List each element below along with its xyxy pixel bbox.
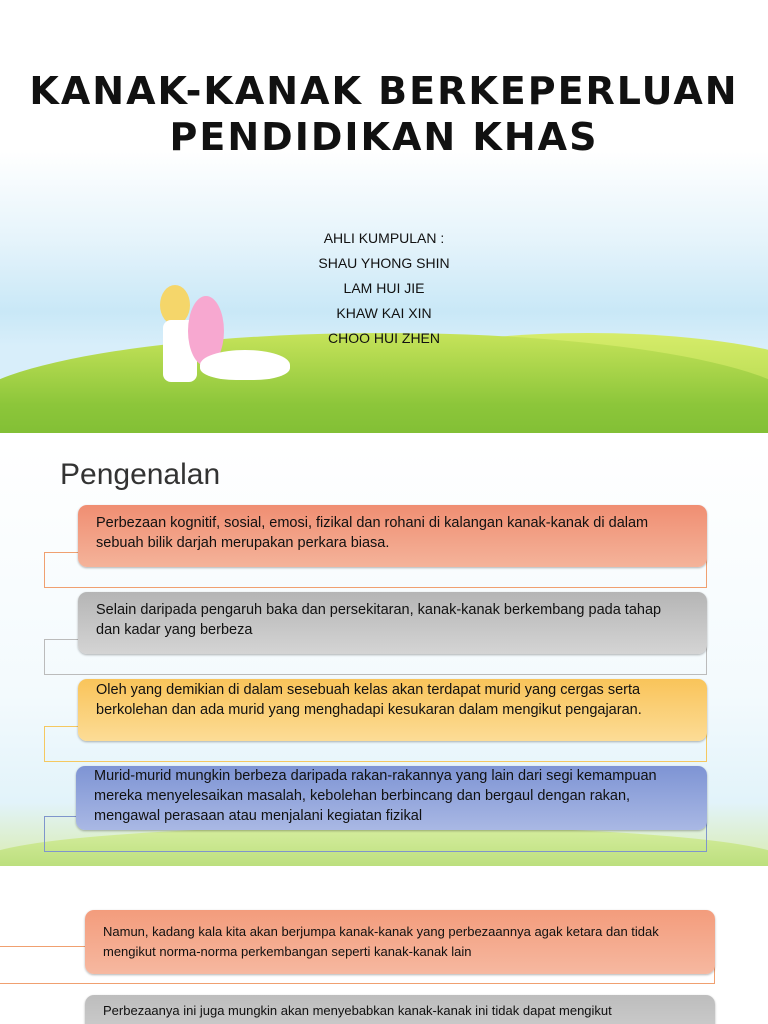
title-slide bbox=[0, 0, 768, 433]
continuation-slide bbox=[0, 875, 768, 1024]
title-line-1: KANAK-KANAK BERKEPERLUAN bbox=[29, 69, 739, 113]
title-line-2: PENDIDIKAN KHAS bbox=[169, 115, 599, 159]
item-text: Perbezaan kognitif, sosial, emosi, fizikal dan rohani di kalangan kanak-kanak di dalam sebuah bilik darjah merupakan perkara biasa. bbox=[78, 505, 707, 567]
item-text: Murid-murid mungkin berbeza daripada rakan-rakannya yang lain dari segi kemampuan mereka menyelesaikan masalah, kebolehan berbincang dan bergaul dengan rakan, mengawal perasaan atau menjalani kegiatan fizikal bbox=[76, 766, 707, 830]
slide-heading: Pengenalan bbox=[60, 458, 221, 491]
item-text: Perbezaanya ini juga mungkin akan menyebabkan kanak-kanak ini tidak dapat mengikut bbox=[85, 995, 715, 1024]
member-name: KHAW KAI XIN bbox=[336, 305, 432, 321]
item-text: Oleh yang demikian di dalam sesebuah kelas akan terdapat murid yang cergas serta berkolehan dan ada murid yang menghadapi kesukaran dalam mengikut pengajaran. bbox=[78, 679, 707, 741]
intro-slide bbox=[0, 442, 768, 866]
child-illustration bbox=[160, 285, 190, 325]
members-label: AHLI KUMPULAN : bbox=[323, 230, 445, 246]
item-text: Namun, kadang kala kita akan berjumpa kanak-kanak yang perbezaannya agak ketara dan tidak mengikut norma-norma perkembangan seperti kanak-kanak lain bbox=[85, 910, 715, 974]
item-text: Selain daripada pengaruh baka dan persekitaran, kanak-kanak berkembang pada tahap dan kadar yang berbeza bbox=[78, 592, 707, 654]
slide-title bbox=[0, 68, 768, 160]
member-name: CHOO HUI ZHEN bbox=[328, 330, 440, 346]
member-name: LAM HUI JIE bbox=[343, 280, 425, 296]
group-members bbox=[284, 226, 484, 351]
member-name: SHAU YHONG SHIN bbox=[318, 255, 450, 271]
dress-illustration bbox=[200, 350, 290, 380]
